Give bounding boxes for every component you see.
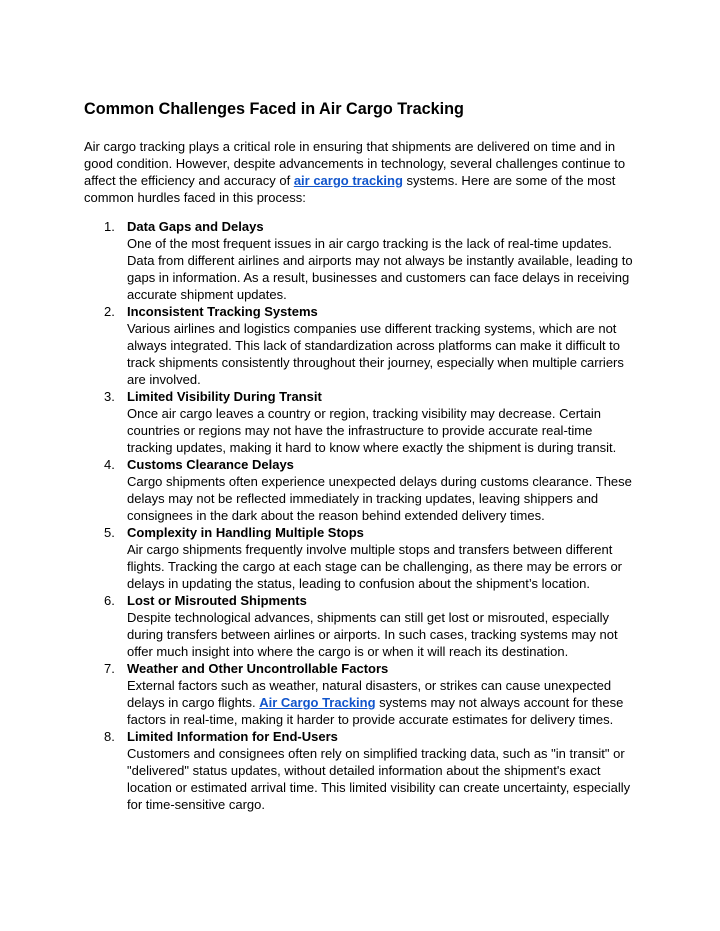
list-item [84,456,636,524]
item-title: Limited Information for End-Users [127,729,338,744]
item-title: Limited Visibility During Transit [127,389,322,404]
item-description: Once air cargo leaves a country or region, tracking visibility may decrease. Certain countries or regions may not have the infrastructure to provide accurate real-time tracking updates, making it hard to know where exactly the shipment is during transit. [127,406,617,455]
item-description: Air cargo shipments frequently involve multiple stops and transfers between different flights. Tracking the cargo at each stage can be challenging, as there may be errors or delays in updating the status, leading to confusion about the shipment’s location. [127,542,622,591]
item-title: Inconsistent Tracking Systems [127,304,318,319]
item-description: Customers and consignees often rely on simplified tracking data, such as "in transit" or "delivered" status updates, without detailed information about the shipment's exact location or estimated arrival time. This limited visibility can create uncertainty, especially for time-sensitive cargo. [127,746,631,812]
list-number: 4. [104,457,115,472]
list-number: 7. [104,661,115,676]
air-cargo-tracking-link[interactable]: air cargo tracking [293,173,403,188]
list-number: 5. [104,525,115,540]
item-description [127,677,636,728]
item-description: Despite technological advances, shipments can still get lost or misrouted, especially during transfers between airlines or airports. In such cases, tracking systems may not offer much insight into where the cargo is or when it will reach its destination. [127,610,618,659]
list-number: 3. [104,389,115,404]
document-page [84,98,636,813]
air-cargo-tracking-link-2[interactable]: Air Cargo Tracking [259,695,376,710]
list-item [84,388,636,456]
list-item [84,592,636,660]
intro-text-after: systems. Here are some of the most common hurdles faced in this process: [84,173,616,205]
challenges-list [84,218,636,813]
intro-text-before: Air cargo tracking plays a critical role in ensuring that shipments are delivered on time and in good condition. However, despite advancements in technology, several challenges continue to affect the efficiency and accuracy of [84,139,626,188]
list-item [84,524,636,592]
item-title: Complexity in Handling Multiple Stops [127,525,364,540]
item-description-after: systems may not always account for these factors in real-time, making it harder to provide accurate estimates for delivery times. [127,695,624,727]
list-item [84,218,636,303]
item-description-before: External factors such as weather, natural disasters, or strikes can cause unexpected delays in cargo flights. [127,678,612,710]
intro-paragraph [84,138,636,206]
item-description: Various airlines and logistics companies use different tracking systems, which are not always integrated. This lack of standardization across platforms can make it difficult to track shipments consistently throughout their journey, especially when multiple carriers are involved. [127,321,624,387]
list-item [84,303,636,388]
page-title: Common Challenges Faced in Air Cargo Tracking [84,100,464,118]
list-number: 1. [104,219,115,234]
list-number: 6. [104,593,115,608]
item-description: One of the most frequent issues in air cargo tracking is the lack of real-time updates. Data from different airlines and airports may not always be instantly available, leading to gaps in information. As a result, businesses and customers can face delays in receiving accurate shipment updates. [127,236,633,302]
list-item [84,660,636,728]
item-title: Customs Clearance Delays [127,457,294,472]
item-title: Lost or Misrouted Shipments [127,593,307,608]
list-number: 2. [104,304,115,319]
list-number: 8. [104,729,115,744]
item-title: Data Gaps and Delays [127,219,264,234]
list-item [84,728,636,813]
item-description: Cargo shipments often experience unexpected delays during customs clearance. These delays may not be reflected immediately in tracking updates, leaving shippers and consignees in the dark about the reason behind extended delivery times. [127,474,632,523]
item-title: Weather and Other Uncontrollable Factors [127,661,389,676]
